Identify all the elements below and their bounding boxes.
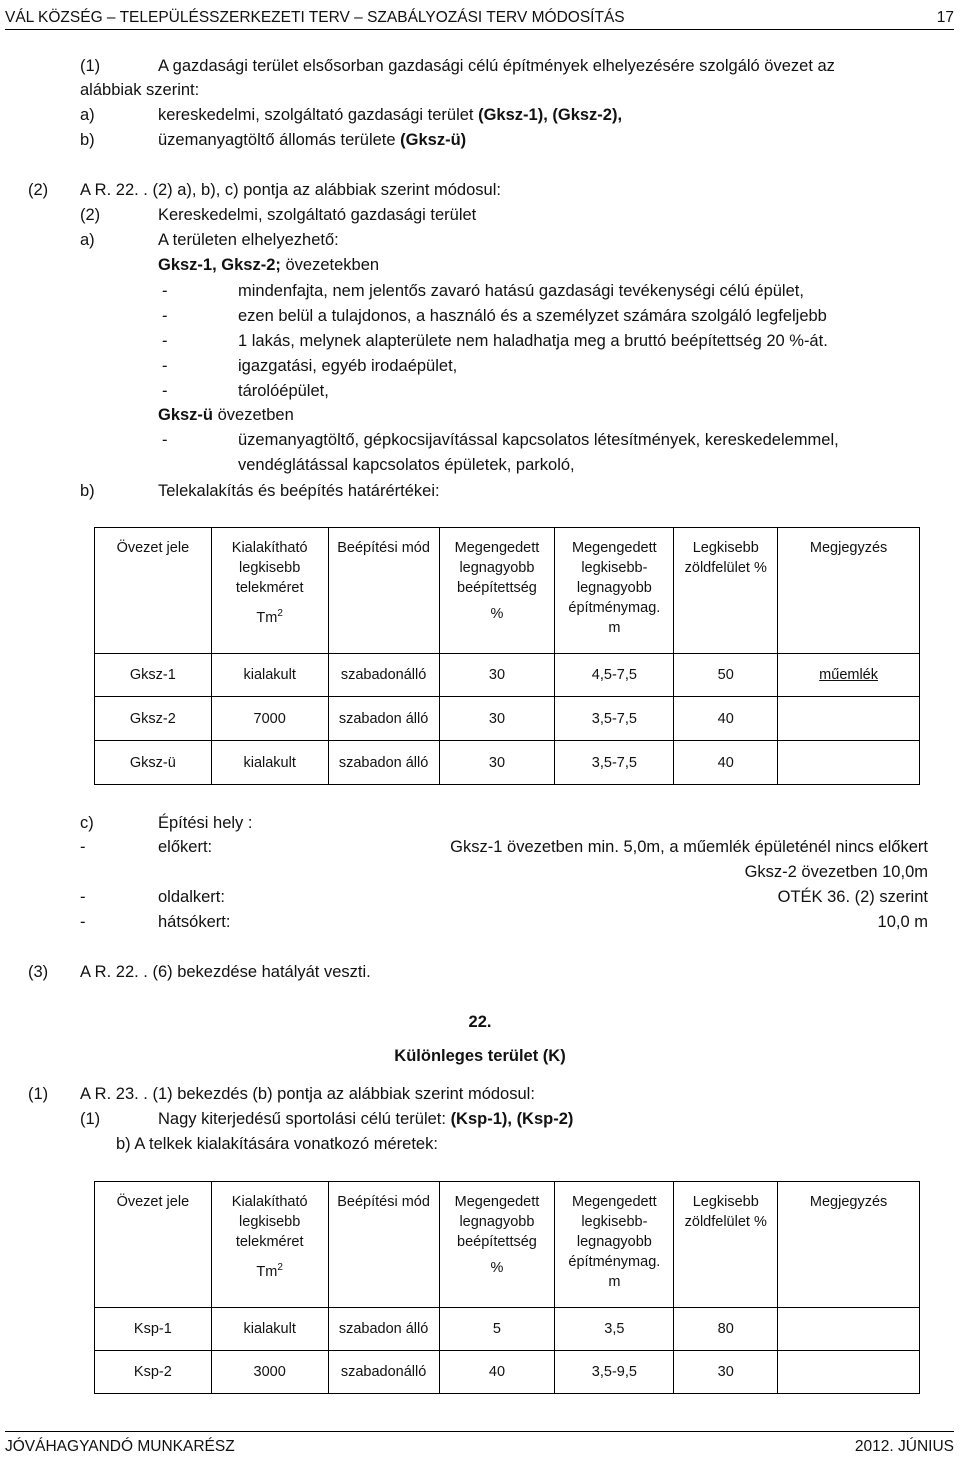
col-header-zone: Övezet jele <box>95 528 212 654</box>
table-header-row <box>95 528 920 654</box>
table-row <box>95 741 920 785</box>
table-row <box>95 697 920 741</box>
col-header-lot-size: Kialakítható legkisebb telekméret Tm$^2$ <box>211 528 328 654</box>
section-number: 22. <box>468 1013 492 1031</box>
front-yard-text: Gksz-1 övezetben min. 5,0m, a műemlék épületénél nincs előkert <box>450 838 928 856</box>
table-cell: 40 <box>439 1351 555 1394</box>
table-cell <box>778 1308 920 1351</box>
bullet-dash: - <box>162 382 168 400</box>
table-cell <box>778 697 920 741</box>
table-header-row <box>95 1182 920 1308</box>
table-cell: szabadon álló <box>328 697 439 741</box>
bullet-dash: - <box>162 282 168 300</box>
zone-gksz-1-2-heading: Gksz-1, Gksz-2; övezetekben <box>158 256 380 274</box>
bullet-item: igazgatási, egyéb irodaépület, <box>238 357 458 375</box>
para-1-b-line: üzemanyagtöltő állomás területe (Gksz-ü) <box>158 131 467 149</box>
para-2-number: (2) <box>28 181 49 199</box>
col-header-note: Megjegyzés <box>778 1182 920 1308</box>
para-2-intro: A R. 22. . (2) a), b), c) pontja az alábbiak szerint módosul: <box>80 181 501 199</box>
para-2-a-text: A területen elhelyezhető: <box>158 231 339 249</box>
table-cell: 3,5-9,5 <box>555 1351 674 1394</box>
col-header-height: Megengedett legkisebb- legnagyobb építménymag. m <box>555 1182 674 1308</box>
bullet-item: ezen belül a tulajdonos, a használó és a személyzet számára szolgáló legfeljebb <box>238 307 827 325</box>
k-sub-number: (1) <box>80 1110 101 1128</box>
col-header-building-mode: Beépítési mód <box>328 1182 439 1308</box>
para-c-mark: c) <box>80 814 94 832</box>
table-cell: Gksz-ü <box>95 741 212 785</box>
table-cell: 3,5-7,5 <box>555 697 674 741</box>
para-1-a-mark: a) <box>80 106 95 124</box>
table-cell <box>778 1351 920 1394</box>
table-row <box>95 1308 920 1351</box>
para-1-b-mark: b) <box>80 131 95 149</box>
page-footer <box>5 1431 954 1461</box>
col-header-coverage: Megengedett legnagyobb beépítettség % <box>439 528 555 654</box>
bullet-item-continued: vendéglátással kapcsolatos épületek, parkoló, <box>238 456 575 474</box>
k-b-text: b) A telkek kialakítására vonatkozó méretek: <box>116 1135 438 1153</box>
table-cell: 3,5 <box>555 1308 674 1351</box>
page-number: 17 <box>936 9 954 26</box>
bullet-item: üzemanyagtöltő, gépkocsijavítással kapcsolatos létesítmények, kereskedelemmel, <box>238 431 839 449</box>
table-cell: szabadonálló <box>328 1351 439 1394</box>
col-header-coverage: Megengedett legnagyobb beépítettség % <box>439 1182 555 1308</box>
bullet-item: tárolóépület, <box>238 382 329 400</box>
para-2-sub-number: (2) <box>80 206 101 224</box>
para-c-title: Építési hely : <box>158 814 253 832</box>
para-2-b-mark: b) <box>80 482 95 500</box>
side-yard-text: OTÉK 36. (2) szerint <box>777 888 928 906</box>
table-cell: kialakult <box>211 1308 328 1351</box>
col-header-building-mode: Beépítési mód <box>328 528 439 654</box>
para-2-a-mark: a) <box>80 231 95 249</box>
table-cell: Gksz-2 <box>95 697 212 741</box>
col-header-lot-size: Kialakítható legkisebb telekméret Tm$^2$ <box>211 1182 328 1308</box>
page-header <box>5 0 954 30</box>
table-cell: 5 <box>439 1308 555 1351</box>
table-cell: 30 <box>439 741 555 785</box>
table-cell: 3000 <box>211 1351 328 1394</box>
table-cell: Gksz-1 <box>95 654 212 697</box>
table-cell: 3,5-7,5 <box>555 741 674 785</box>
col-header-note: Megjegyzés <box>778 528 920 654</box>
table-cell <box>778 741 920 785</box>
k-para-intro: A R. 23. . (1) bekezdés (b) pontja az alábbiak szerint módosul: <box>80 1085 535 1103</box>
k-para-number: (1) <box>28 1085 49 1103</box>
rear-yard-label: hátsókert: <box>158 913 231 931</box>
bullet-dash: - <box>162 332 168 350</box>
rear-yard-text: 10,0 m <box>877 913 928 931</box>
header-title: VÁL KÖZSÉG – TELEPÜLÉSSZERKEZETI TERV – SZABÁLYOZÁSI TERV MÓDOSÍTÁS <box>5 9 625 26</box>
table-cell: műemlék <box>778 654 920 697</box>
para-1-line1: A gazdasági terület elsősorban gazdasági célú építmények elhelyezésére szolgáló övezet az <box>158 57 835 75</box>
table-cell: 4,5-7,5 <box>555 654 674 697</box>
col-header-height: Megengedett legkisebb- legnagyobb építménymag. m <box>555 528 674 654</box>
table-cell: Ksp-1 <box>95 1308 212 1351</box>
table-cell: szabadon álló <box>328 741 439 785</box>
para-2-b-text: Telekalakítás és beépítés határértékei: <box>158 482 440 500</box>
col-header-green-area: Legkisebb zöldfelület % <box>674 1182 778 1308</box>
bullet-dash: - <box>162 307 168 325</box>
limits-table-ksp <box>94 1181 920 1394</box>
col-header-green-area: Legkisebb zöldfelület % <box>674 528 778 654</box>
table-cell: 30 <box>439 697 555 741</box>
para-1-a-line: kereskedelmi, szolgáltató gazdasági terület (Gksz-1), (Gksz-2), <box>158 106 623 124</box>
front-yard-dash: - <box>80 838 86 856</box>
rear-yard-dash: - <box>80 913 86 931</box>
footer-left: JÓVÁHAGYANDÓ MUNKARÉSZ <box>5 1437 235 1455</box>
front-yard-text-2: Gksz-2 övezetben 10,0m <box>744 863 928 881</box>
table-cell: 40 <box>674 697 778 741</box>
table-cell: kialakult <box>211 654 328 697</box>
col-header-zone: Övezet jele <box>95 1182 212 1308</box>
table-cell: szabadonálló <box>328 654 439 697</box>
table-cell: 40 <box>674 741 778 785</box>
para-3-text: A R. 22. . (6) bekezdése hatályát veszti. <box>80 963 371 981</box>
footer-date: 2012. JÚNIUS <box>854 1437 954 1455</box>
k-sub-text: Nagy kiterjedésű sportolási célú terület: (Ksp-1), (Ksp-2) <box>158 1110 574 1128</box>
table-cell: 80 <box>674 1308 778 1351</box>
bullet-dash: - <box>162 431 168 449</box>
side-yard-label: oldalkert: <box>158 888 225 906</box>
table-cell: 30 <box>439 654 555 697</box>
section-title: Különleges terület (K) <box>394 1047 566 1065</box>
bullet-item: 1 lakás, melynek alapterülete nem haladhatja meg a bruttó beépítettség 20 %-át. <box>238 332 828 350</box>
limits-table-gksz <box>94 527 920 785</box>
front-yard-label: előkert: <box>158 838 213 856</box>
zone-gksz-u-heading: Gksz-ü övezetben <box>158 406 294 424</box>
bullet-dash: - <box>162 357 168 375</box>
side-yard-dash: - <box>80 888 86 906</box>
para-1-number: (1) <box>80 57 101 75</box>
table-row <box>95 654 920 697</box>
table-cell: szabadon álló <box>328 1308 439 1351</box>
table-cell: 30 <box>674 1351 778 1394</box>
bullet-item: mindenfajta, nem jelentős zavaró hatású gazdasági tevékenységi célú épület, <box>238 282 804 300</box>
para-3-number: (3) <box>28 963 49 981</box>
table-cell: Ksp-2 <box>95 1351 212 1394</box>
para-2-sub-text: Kereskedelmi, szolgáltató gazdasági terület <box>158 206 477 224</box>
table-cell: 7000 <box>211 697 328 741</box>
table-cell: kialakult <box>211 741 328 785</box>
table-row <box>95 1351 920 1394</box>
table-cell: 50 <box>674 654 778 697</box>
para-1-line2: alábbiak szerint: <box>80 81 200 99</box>
